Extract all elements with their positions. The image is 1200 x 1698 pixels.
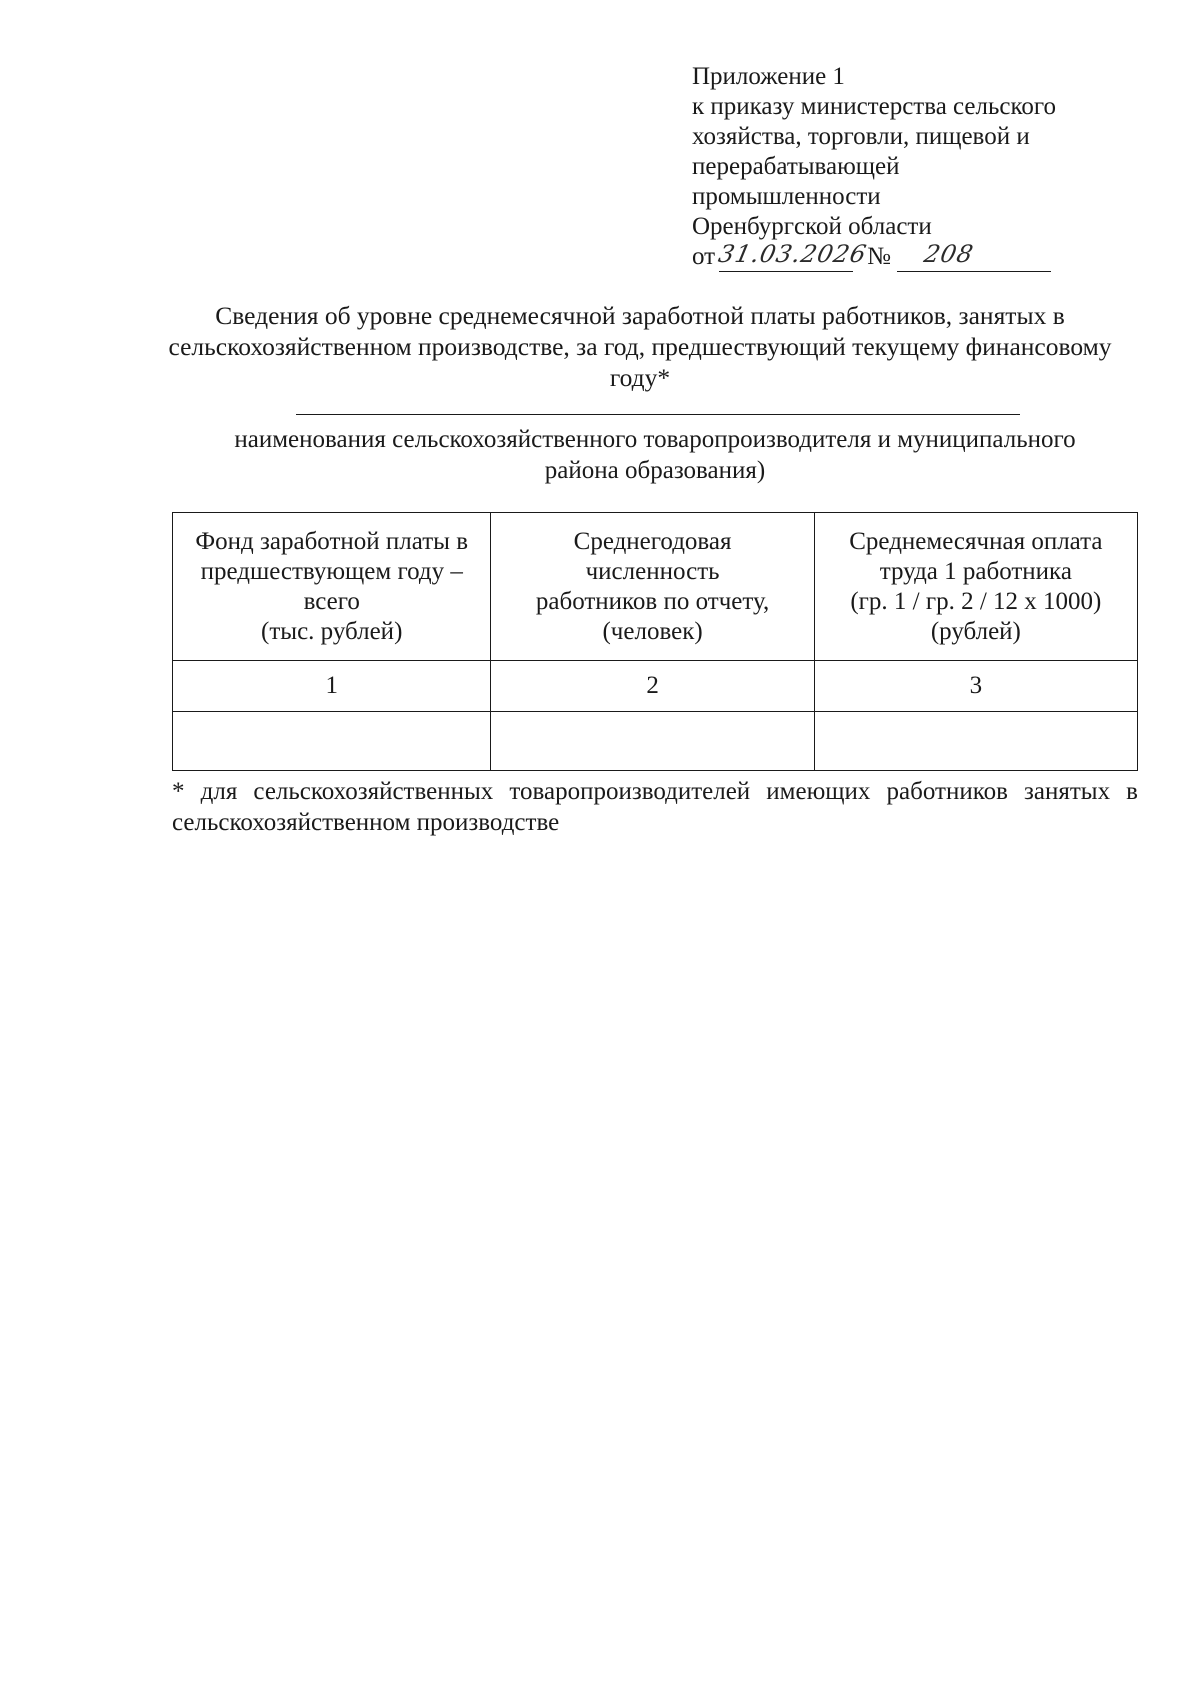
data-cell (491, 712, 814, 771)
appendix-title: Приложение 1 (692, 63, 845, 90)
blank-fill-caption: наименования сельскохозяйственного товаропроизводителя и муниципального района образования) (234, 426, 1076, 484)
blank-fill-line (296, 414, 1020, 415)
column-number: 3 (814, 661, 1137, 712)
handwritten-date: 31.03.2026 (716, 240, 870, 268)
data-cell (173, 712, 491, 771)
table-row (173, 712, 1138, 771)
column-number: 2 (491, 661, 814, 712)
appendix-line: перерабатывающей (692, 153, 900, 180)
column-number-row (173, 661, 1138, 712)
handwritten-number: 208 (921, 240, 977, 268)
header-cell-headcount: Среднегодовая численность работников по отчету, (человек) (491, 513, 814, 661)
header-cell-monthly-pay: Среднемесячная оплата труда 1 работника (гр. 1 / гр. 2 / 12 х 1000) (рублей) (814, 513, 1137, 661)
number-field (897, 240, 1051, 272)
header-cell-wage-fund: Фонд заработной платы в предшествующем году – всего (тыс. рублей) (173, 513, 491, 661)
data-cell (814, 712, 1137, 771)
document-title: Сведения об уровне среднемесячной заработной платы работников, занятых в сельскохозяйственном производстве, за год, предшествующий текущему финансовому году* (168, 301, 1112, 392)
number-prefix: № (867, 243, 891, 270)
appendix-block (692, 62, 1132, 272)
salary-table (172, 512, 1138, 771)
appendix-line: к приказу министерства сельского (692, 93, 1057, 120)
footnote: * для сельскохозяйственных товаропроизводителей имеющих работников занятых в сельскохозяйственном производстве (172, 778, 1138, 836)
order-date-number-line (692, 242, 1132, 272)
date-prefix: от (692, 243, 716, 270)
date-field (716, 240, 870, 272)
appendix-line: Оренбургской области (692, 213, 932, 240)
table-header-row (173, 513, 1138, 661)
column-number: 1 (173, 661, 491, 712)
appendix-line: промышленности (692, 183, 881, 210)
appendix-line: хозяйства, торговли, пищевой и (692, 123, 1030, 150)
